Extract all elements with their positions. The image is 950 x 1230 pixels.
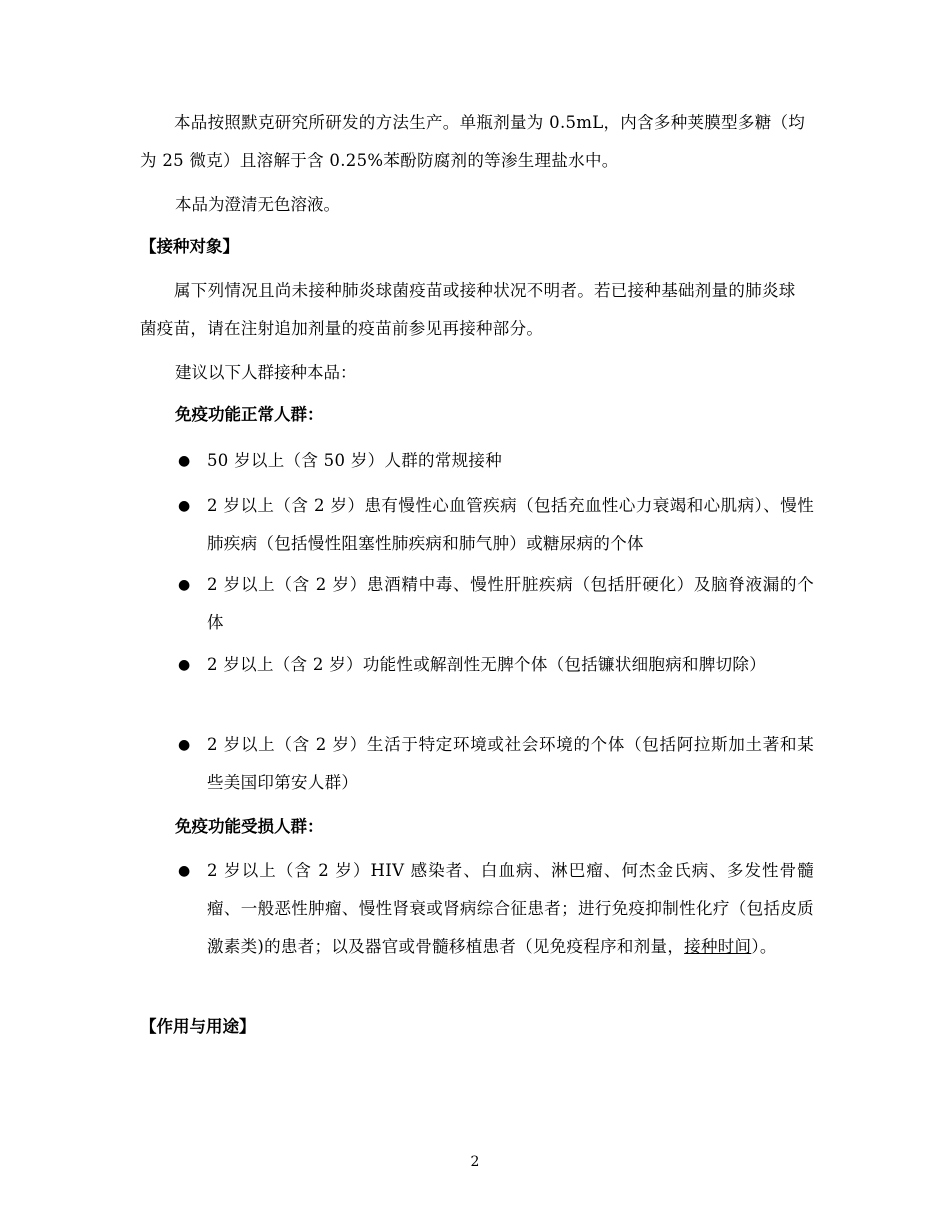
list-item <box>178 646 814 684</box>
page-number: 2 <box>470 1154 480 1170</box>
bullet-icon: ● <box>178 863 191 879</box>
bullet-icon: ● <box>178 453 191 469</box>
list-item <box>178 487 814 563</box>
list-item-text: 2 岁以上（含 2 岁）患酒精中毒、慢性肝脏疾病（包括肝硬化）及脑脊液漏的个体 <box>207 575 814 632</box>
list-item <box>178 442 814 480</box>
list-item-text: 2 岁以上（含 2 岁）功能性或解剖性无脾个体（包括镰状细胞病和脾切除） <box>207 655 767 674</box>
intro-paragraph-composition: 本品按照默克研究所研发的方法生产。单瓶剂量为 0.5mL，内含多种荚膜型多糖（均为 25 微克）且溶解于含 0.25%苯酚防腐剂的等渗生理盐水中。 <box>140 113 806 170</box>
list-item <box>178 566 814 642</box>
list-item-text: 2 岁以上（含 2 岁）患有慢性心血管疾病（包括充血性心力衰竭和心肌病）、慢性肺疾病（包括慢性阻塞性肺疾病和肺气肿）或糖尿病的个体 <box>207 496 814 553</box>
list-item-text: 50 岁以上（含 50 岁）人群的常规接种 <box>207 451 503 470</box>
intro-paragraph-appearance: 本品为澄清无色溶液。 <box>175 195 340 214</box>
list-item <box>178 852 814 966</box>
bullet-icon: ● <box>178 577 191 593</box>
list-item-text-tail: ）。 <box>751 937 777 956</box>
list-item-text-main: 2 岁以上（含 2 岁）HIV 感染者、白血病、淋巴瘤、何杰金氏病、多发性骨髓瘤、一般恶性肿瘤、慢性肾衰或肾病综合征患者；进行免疫抑制性化疗（包括皮质激素类)的患者；以及器官或骨髓移植患者（见免疫程序和剂量， <box>207 861 814 956</box>
bullet-icon: ● <box>178 657 191 673</box>
vaccination-time-link[interactable]: 接种时间 <box>684 937 752 956</box>
list-item-text: 2 岁以上（含 2 岁）生活于特定环境或社会环境的个体（包括阿拉斯加土著和某些美国印第安人群） <box>207 735 814 792</box>
target-paragraph-recommendation: 建议以下人群接种本品： <box>175 363 357 382</box>
section-heading-usage: 【作用与用途】 <box>140 1017 256 1036</box>
bullet-icon: ● <box>178 498 191 514</box>
bullet-icon: ● <box>178 737 191 753</box>
list-item <box>178 726 814 802</box>
subheading-immune-impaired: 免疫功能受损人群： <box>175 817 324 836</box>
subheading-immune-normal: 免疫功能正常人群： <box>175 405 324 424</box>
list-item-text <box>207 852 814 966</box>
section-heading-target: 【接种对象】 <box>140 237 239 256</box>
target-paragraph-intro: 属下列情况且尚未接种肺炎球菌疫苗或接种状况不明者。若已接种基础剂量的肺炎球菌疫苗，请在注射追加剂量的疫苗前参见再接种部分。 <box>140 281 796 338</box>
